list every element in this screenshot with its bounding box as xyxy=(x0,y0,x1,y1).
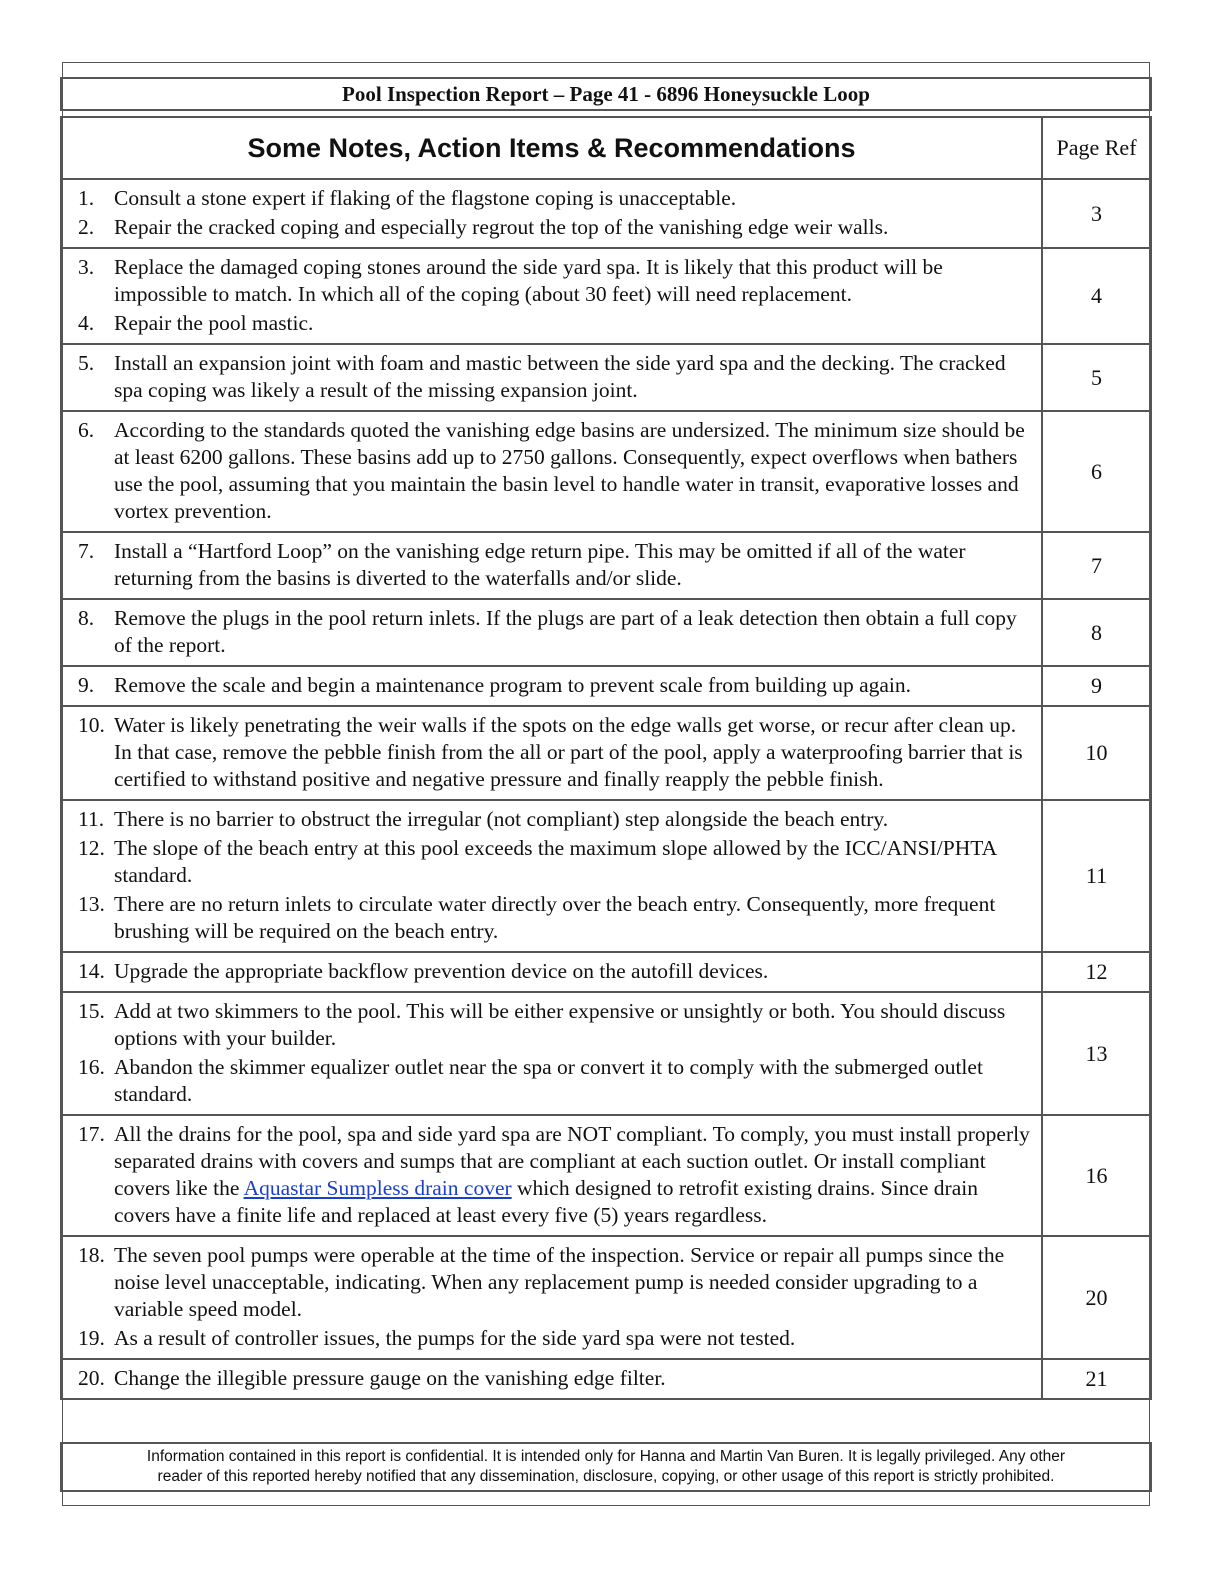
table-row xyxy=(61,800,1151,952)
list-item xyxy=(78,417,1031,525)
page-ref-value: 20 xyxy=(1042,1236,1151,1359)
item-number: 8. xyxy=(78,606,95,630)
item-text xyxy=(114,1121,1031,1229)
page-ref-value: 13 xyxy=(1042,992,1151,1115)
list-item xyxy=(78,254,1031,308)
page-ref-value: 5 xyxy=(1042,344,1151,411)
list-item xyxy=(78,806,1031,833)
confidentiality-line-1: Information contained in this report is confidential. It is intended only for Hanna and Martin Van Buren. It is legally privileged. Any other xyxy=(146,1448,1066,1465)
list-item xyxy=(78,350,1031,404)
page-ref-value: 4 xyxy=(1042,248,1151,344)
row-items-cell xyxy=(61,1359,1042,1399)
item-text: Replace the damaged coping stones around the side yard spa. It is likely that this product will be impossible to match. In which all of the coping (about 30 feet) will need replacement. xyxy=(114,255,943,306)
item-text: Consult a stone expert if flaking of the flagstone coping is unacceptable. xyxy=(114,186,737,210)
table-header-row xyxy=(61,117,1151,179)
item-number: 17. xyxy=(78,1122,105,1146)
table-row xyxy=(61,1236,1151,1359)
item-number: 7. xyxy=(78,539,95,563)
row-items-cell xyxy=(61,1236,1042,1359)
item-number: 2. xyxy=(78,215,95,239)
notes-table xyxy=(60,116,1152,1400)
item-text: Abandon the skimmer equalizer outlet near the spa or convert it to comply with the submerged outlet standard. xyxy=(114,1055,983,1106)
item-text: Remove the scale and begin a maintenance program to prevent scale from building up again. xyxy=(114,673,912,697)
item-text: Water is likely penetrating the weir walls if the spots on the edge walls get worse, or recur after clean up. In that case, remove the pebble finish from the all or part of the pool, apply a waterproofing barrier that is certified to withstand positive and negative pressure and finally reapply the pebble finish. xyxy=(114,713,1023,791)
list-item xyxy=(78,958,1031,985)
list-item xyxy=(78,672,1031,699)
item-text-before: All the drains for the pool, spa and side yard spa are NOT compliant. To comply, you must install properly separated drains with covers and sumps that are compliant at each suction outlet. Or install compliant covers like the xyxy=(114,1122,1030,1200)
list-item xyxy=(78,998,1031,1052)
page-ref-value: 10 xyxy=(1042,706,1151,800)
item-number: 19. xyxy=(78,1326,105,1350)
list-item xyxy=(78,1365,1031,1392)
page-ref-value: 8 xyxy=(1042,599,1151,666)
list-item xyxy=(78,712,1031,793)
table-row xyxy=(61,411,1151,532)
item-number: 15. xyxy=(78,999,105,1023)
item-number: 3. xyxy=(78,255,95,279)
table-row xyxy=(61,952,1151,992)
list-item xyxy=(78,605,1031,659)
item-text: The slope of the beach entry at this pool exceeds the maximum slope allowed by the ICC/ANSI/PHTA standard. xyxy=(114,836,996,887)
item-number: 16. xyxy=(78,1055,105,1079)
row-items-cell xyxy=(61,599,1042,666)
item-text: Change the illegible pressure gauge on the vanishing edge filter. xyxy=(114,1366,666,1390)
item-text: Add at two skimmers to the pool. This will be either expensive or unsightly or both. You should discuss options with your builder. xyxy=(114,999,1006,1050)
item-text: As a result of controller issues, the pumps for the side yard spa were not tested. xyxy=(114,1326,796,1350)
report-title: Pool Inspection Report – Page 41 - 6896 Honeysuckle Loop xyxy=(60,77,1152,111)
item-text: Repair the cracked coping and especially regrout the top of the vanishing edge weir walls. xyxy=(114,215,889,239)
item-number: 12. xyxy=(78,836,105,860)
item-number: 13. xyxy=(78,892,105,916)
page-ref-value: 6 xyxy=(1042,411,1151,532)
item-text: Upgrade the appropriate backflow prevention device on the autofill devices. xyxy=(114,959,769,983)
list-item xyxy=(78,214,1031,241)
table-row xyxy=(61,599,1151,666)
item-number: 9. xyxy=(78,673,95,697)
page-ref-value: 9 xyxy=(1042,666,1151,706)
page-ref-value: 7 xyxy=(1042,532,1151,599)
item-text: Repair the pool mastic. xyxy=(114,311,314,335)
table-row xyxy=(61,248,1151,344)
row-items-cell xyxy=(61,1115,1042,1236)
row-items-cell xyxy=(61,800,1042,952)
item-number: 20. xyxy=(78,1366,105,1390)
item-text-after: which designed to retrofit existing drains. Since drain covers have a finite life and replaced at least every five (5) years regardless. xyxy=(114,1176,978,1227)
item-text: The seven pool pumps were operable at the time of the inspection. Service or repair all pumps since the noise level unacceptable, indicating. When any replacement pump is needed consider upgrading to a variable speed model. xyxy=(114,1243,1005,1321)
confidentiality-line-2: reader of this reported hereby notified that any dissemination, disclosure, copying, or other usage of this report is strictly prohibited. xyxy=(157,1468,1055,1485)
list-item xyxy=(78,1325,1031,1352)
item-text: Remove the plugs in the pool return inlets. If the plugs are part of a leak detection then obtain a full copy of the report. xyxy=(114,606,1017,657)
table-row xyxy=(61,666,1151,706)
row-items-cell xyxy=(61,666,1042,706)
table-row xyxy=(61,706,1151,800)
list-item xyxy=(78,1242,1031,1323)
table-row xyxy=(61,532,1151,599)
table-row xyxy=(61,1359,1151,1399)
page-ref-value: 16 xyxy=(1042,1115,1151,1236)
page-ref-value: 21 xyxy=(1042,1359,1151,1399)
row-items-cell xyxy=(61,532,1042,599)
item-number: 14. xyxy=(78,959,105,983)
list-item xyxy=(78,185,1031,212)
row-items-cell xyxy=(61,706,1042,800)
item-number: 10. xyxy=(78,713,105,737)
table-heading: Some Notes, Action Items & Recommendations xyxy=(61,117,1042,179)
row-items-cell xyxy=(61,992,1042,1115)
table-row xyxy=(61,179,1151,248)
item-text: There is no barrier to obstruct the irregular (not compliant) step alongside the beach entry. xyxy=(114,807,889,831)
item-text: There are no return inlets to circulate water directly over the beach entry. Consequently, more frequent brushing will be required on the beach entry. xyxy=(114,892,996,943)
item-number: 4. xyxy=(78,311,95,335)
item-number: 1. xyxy=(78,186,95,210)
list-item xyxy=(78,1054,1031,1108)
item-text: Install an expansion joint with foam and mastic between the side yard spa and the decking. The cracked spa coping was likely a result of the missing expansion joint. xyxy=(114,351,1006,402)
item-number: 6. xyxy=(78,418,95,442)
table-row xyxy=(61,1115,1151,1236)
row-items-cell xyxy=(61,344,1042,411)
row-items-cell xyxy=(61,248,1042,344)
item-number: 5. xyxy=(78,351,95,375)
row-items-cell xyxy=(61,952,1042,992)
item-text: According to the standards quoted the vanishing edge basins are undersized. The minimum size should be at least 6200 gallons. These basins add up to 2750 gallons. Consequently, expect overflows when bathers use the pool, assuming that you maintain the basin level to handle water in transit, evaporative losses and vortex prevention. xyxy=(114,418,1025,523)
drain-cover-link[interactable]: Aquastar Sumpless drain cover xyxy=(243,1176,512,1200)
item-text: Install a “Hartford Loop” on the vanishing edge return pipe. This may be omitted if all of the water returning from the basins is diverted to the waterfalls and/or slide. xyxy=(114,539,966,590)
list-item xyxy=(78,891,1031,945)
table-row xyxy=(61,992,1151,1115)
row-items-cell xyxy=(61,179,1042,248)
confidentiality-notice xyxy=(60,1442,1152,1492)
list-item xyxy=(78,310,1031,337)
table-row xyxy=(61,344,1151,411)
list-item xyxy=(78,835,1031,889)
item-number: 11. xyxy=(78,807,105,831)
page-ref-value: 3 xyxy=(1042,179,1151,248)
list-item xyxy=(78,1121,1031,1229)
list-item xyxy=(78,538,1031,592)
item-number: 18. xyxy=(78,1243,105,1267)
page-ref-header: Page Ref xyxy=(1042,117,1151,179)
row-items-cell xyxy=(61,411,1042,532)
page-ref-value: 12 xyxy=(1042,952,1151,992)
page-ref-value: 11 xyxy=(1042,800,1151,952)
